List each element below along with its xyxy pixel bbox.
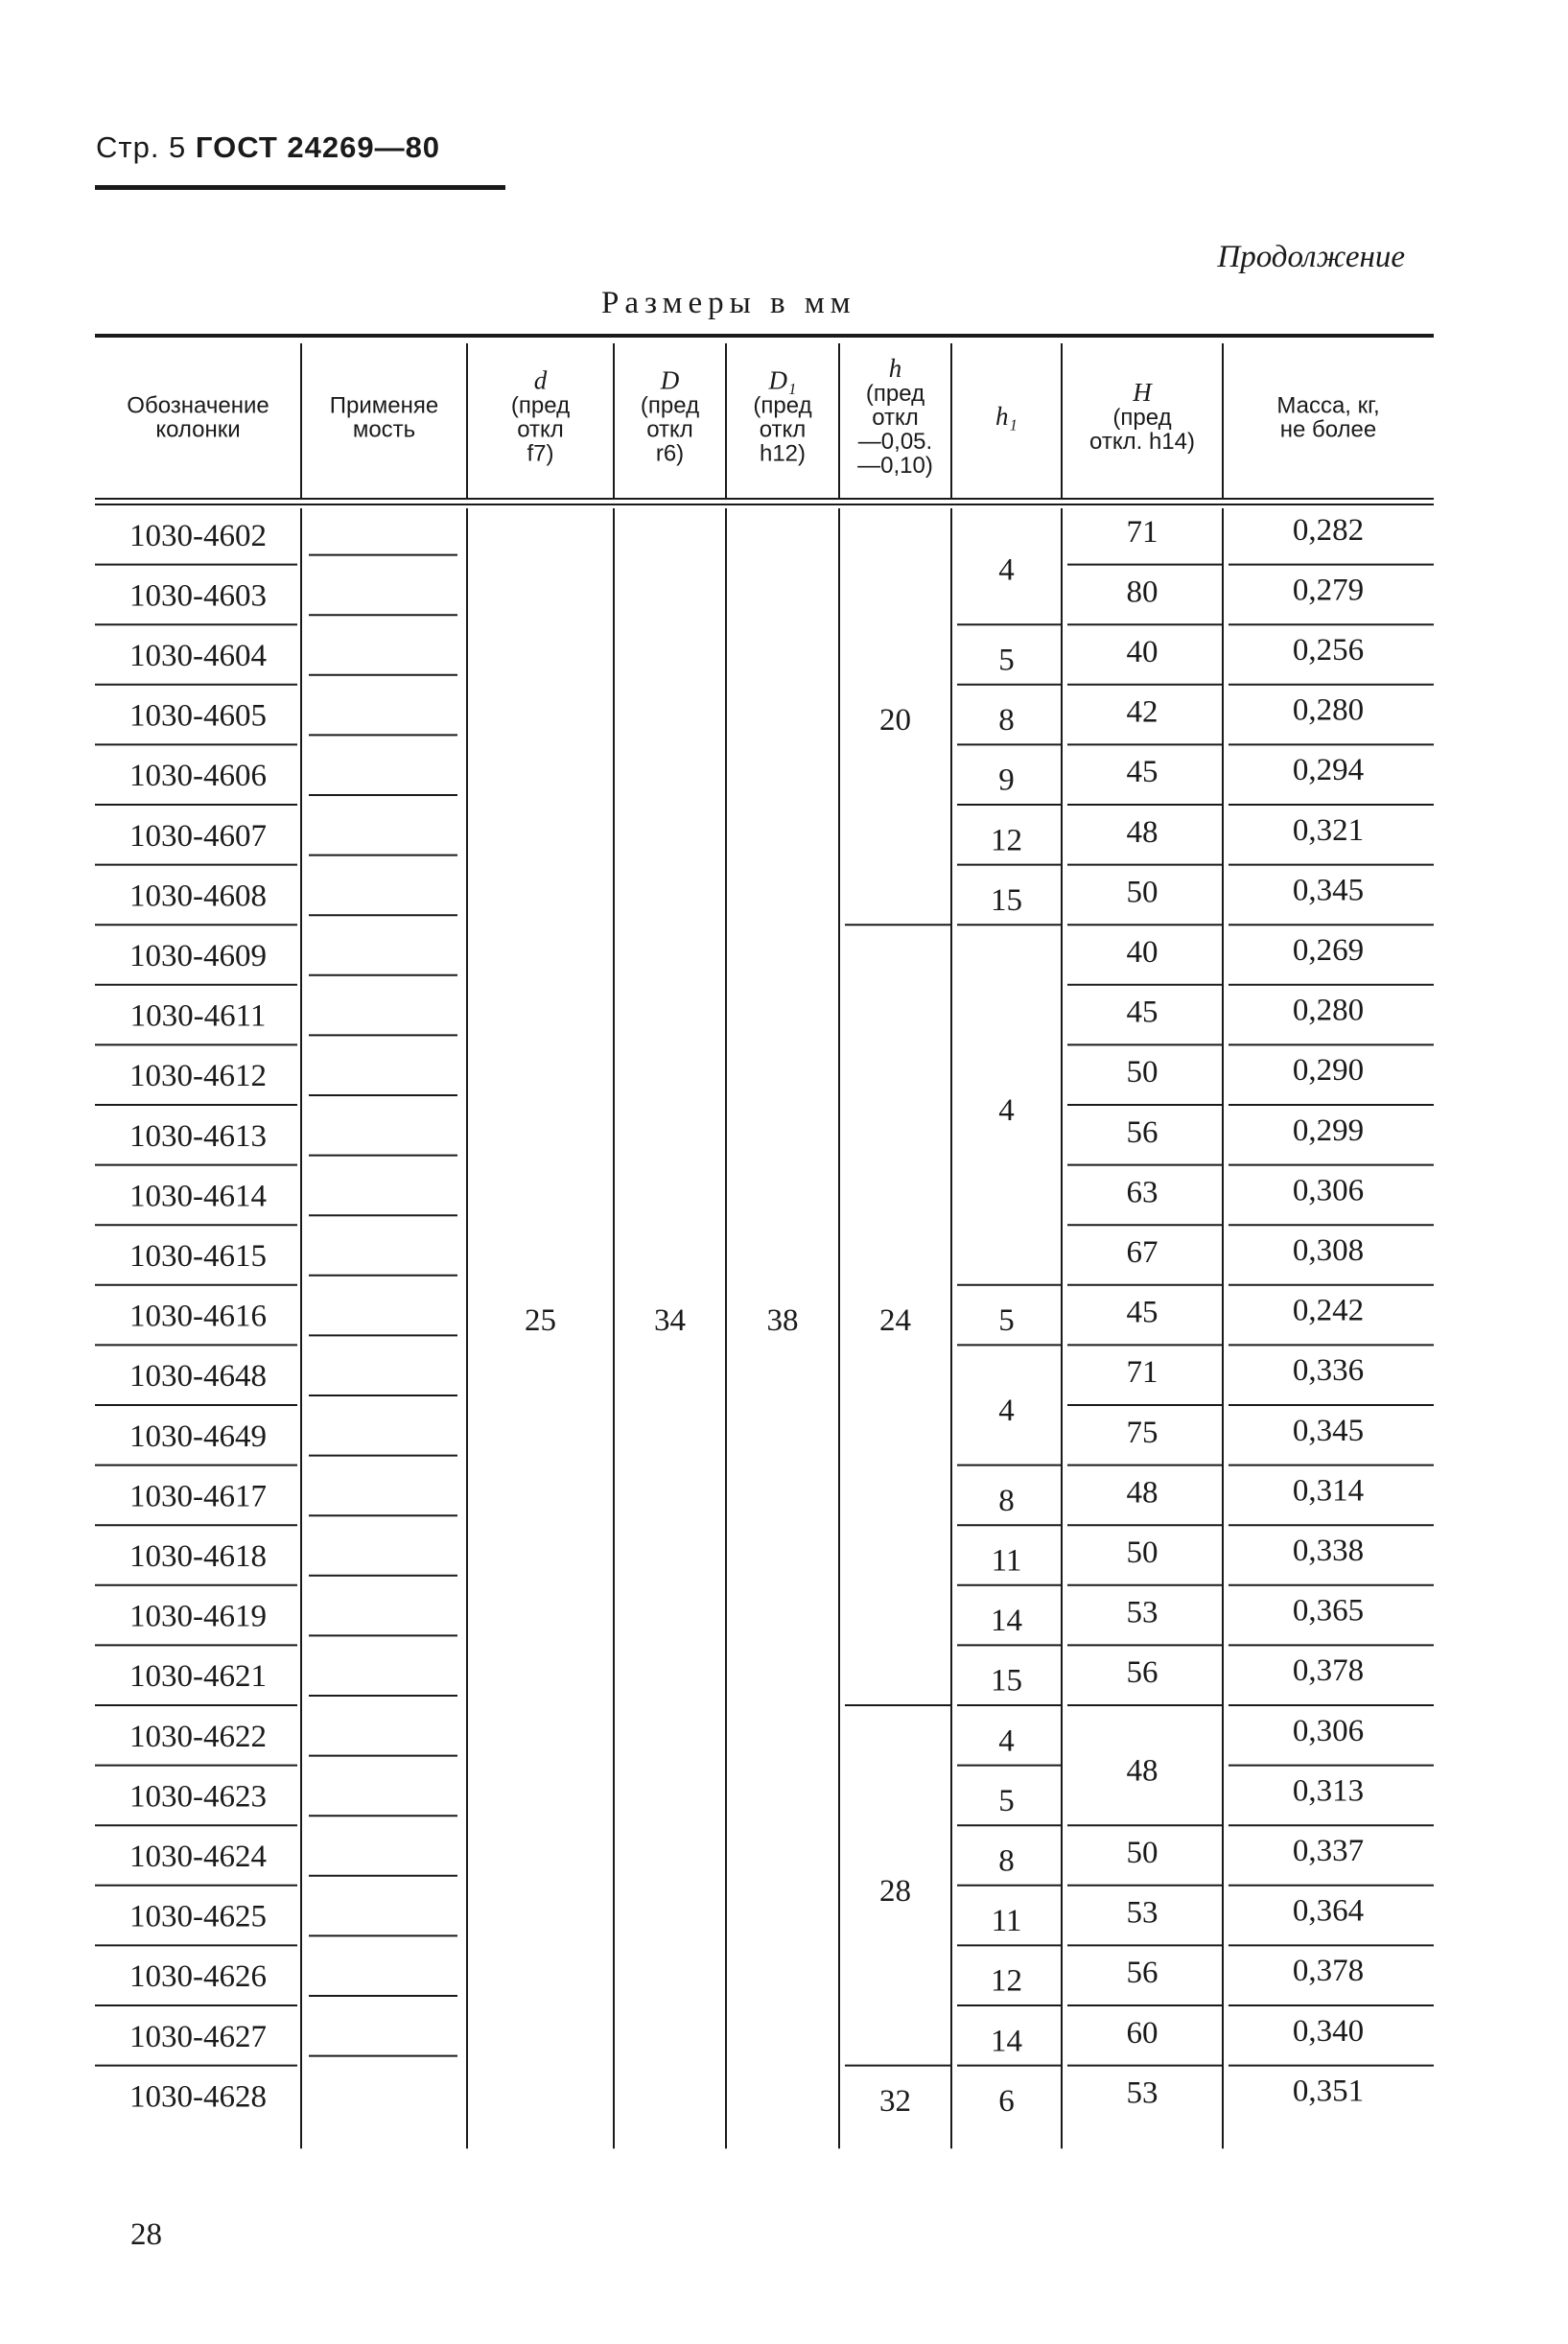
column-header-text: откл. h14): [1089, 429, 1195, 455]
H-cell: 56: [1126, 1114, 1158, 1150]
mass-cell: 0,345: [1292, 1413, 1365, 1448]
column-header-symbol: d: [533, 365, 548, 395]
column-header-text: мость: [352, 416, 416, 443]
column-header-symbol: h: [888, 354, 902, 383]
H-cell: 56: [1126, 1655, 1158, 1691]
standard-number: ГОСТ 24269—80: [195, 130, 441, 164]
designation-cell: 1030-4627: [129, 2019, 267, 2054]
mass-cell: 0,269: [1292, 933, 1365, 969]
H-cell: 45: [1126, 755, 1158, 790]
mass-cell: 0,280: [1292, 993, 1365, 1028]
designation-cell: 1030-4608: [129, 879, 267, 914]
column-header-symbol: h₁: [995, 402, 1018, 431]
h1-cell: 12: [991, 1963, 1022, 1999]
H-cell-merged: 48: [1126, 1753, 1158, 1789]
h1-cell: 11: [991, 1904, 1022, 1939]
designation-cell: 1030-4602: [129, 518, 267, 553]
designation-cell: 1030-4615: [129, 1239, 267, 1275]
h1-cell: 5: [998, 1783, 1015, 1818]
mass-cell: 0,340: [1292, 2013, 1365, 2049]
H-cell: 50: [1126, 1836, 1158, 1871]
h1-cell: 8: [998, 1843, 1015, 1879]
h-cell: 28: [879, 1873, 911, 1909]
H-cell: 40: [1126, 935, 1158, 971]
designation-cell: 1030-4613: [129, 1118, 267, 1154]
H-cell: 48: [1126, 814, 1158, 850]
column-header-text: откл: [872, 405, 919, 431]
designation-cell: 1030-4612: [129, 1059, 267, 1094]
h1-cell: 15: [991, 882, 1022, 918]
designation-cell: 1030-4605: [129, 698, 267, 734]
designation-cell: 1030-4604: [129, 639, 267, 674]
mass-cell: 0,294: [1292, 753, 1365, 788]
h1-cell: 5: [998, 1303, 1015, 1339]
continuation-label: Продолжение: [1217, 240, 1405, 274]
mass-cell: 0,313: [1292, 1773, 1365, 1809]
h1-cell: 8: [998, 1483, 1015, 1518]
mass-cell: 0,279: [1292, 573, 1365, 608]
designation-cell: 1030-4611: [129, 998, 267, 1034]
column-header-text: (пред: [510, 392, 571, 419]
mass-cell: 0,378: [1292, 1653, 1365, 1689]
designation-cell: 1030-4622: [129, 1719, 267, 1754]
H-cell: 50: [1126, 1055, 1158, 1090]
H-cell: 45: [1126, 1295, 1158, 1330]
mass-cell: 0,364: [1292, 1893, 1365, 1929]
h1-cell: 14: [991, 1604, 1022, 1639]
column-header-text: —0,05.: [857, 429, 933, 455]
column-header-text: Масса, кг,: [1276, 392, 1380, 419]
h1-cell: 4: [998, 1723, 1015, 1759]
H-cell: 71: [1126, 1355, 1158, 1391]
designation-cell: 1030-4624: [129, 1840, 267, 1875]
designation-cell: 1030-4618: [129, 1539, 267, 1575]
h1-cell: 14: [991, 2024, 1022, 2059]
h-cell: 32: [879, 2083, 911, 2119]
mass-cell: 0,290: [1292, 1053, 1365, 1089]
H-cell: 56: [1126, 1956, 1158, 1991]
h-cell: 20: [879, 703, 911, 738]
H-cell: 63: [1126, 1175, 1158, 1210]
mass-cell: 0,351: [1292, 2074, 1365, 2109]
designation-cell: 1030-4603: [129, 578, 267, 614]
mass-cell: 0,308: [1292, 1233, 1365, 1269]
H-cell: 50: [1126, 1535, 1158, 1571]
H-cell: 71: [1126, 514, 1158, 550]
designation-cell: 1030-4607: [129, 818, 267, 854]
column-header-text: не более: [1279, 416, 1377, 443]
designation-cell: 1030-4648: [129, 1359, 267, 1395]
designation-cell: 1030-4617: [129, 1479, 267, 1514]
column-header-text: откл: [759, 416, 807, 443]
designation-cell: 1030-4621: [129, 1659, 267, 1695]
column-header-text: (пред: [865, 381, 925, 407]
mass-cell: 0,337: [1292, 1834, 1365, 1869]
H-cell: 67: [1126, 1235, 1158, 1271]
mass-cell: 0,321: [1292, 812, 1365, 848]
mass-cell: 0,345: [1292, 873, 1365, 908]
designation-cell: 1030-4619: [129, 1599, 267, 1634]
column-header-text: (пред: [640, 392, 700, 419]
column-header-text: —0,10): [857, 453, 933, 479]
H-cell: 80: [1126, 574, 1158, 610]
H-cell: 42: [1126, 694, 1158, 730]
h1-cell: 4: [998, 1093, 1015, 1128]
h1-cell: 4: [998, 1394, 1015, 1428]
h-cell: 24: [879, 1303, 911, 1339]
designation-cell: 1030-4628: [129, 2079, 267, 2115]
h1-cell: 6: [998, 2083, 1015, 2119]
column-header-text: откл: [517, 416, 564, 443]
column-header-text: Обозначение: [127, 392, 269, 419]
H-cell: 60: [1126, 2015, 1158, 2051]
mass-cell: 0,306: [1292, 1713, 1365, 1748]
column-header-text: f7): [527, 440, 554, 467]
H-cell: 40: [1126, 635, 1158, 670]
mass-cell: 0,256: [1292, 633, 1365, 668]
column-header-symbol: D₁: [768, 365, 797, 395]
H-cell: 53: [1126, 1895, 1158, 1931]
designation-cell: 1030-4614: [129, 1179, 267, 1214]
mass-cell: 0,242: [1292, 1293, 1365, 1328]
mass-cell: 0,378: [1292, 1954, 1365, 1989]
column-header-text: h12): [759, 440, 807, 467]
column-header-text: (пред: [753, 392, 812, 419]
column-header-text: Применяе: [329, 392, 439, 419]
D1-cell: 38: [766, 1303, 799, 1339]
column-header-text: откл: [646, 416, 693, 443]
mass-cell: 0,282: [1292, 512, 1365, 548]
mass-cell: 0,280: [1292, 692, 1365, 728]
h1-cell: 15: [991, 1663, 1022, 1699]
H-cell: 75: [1126, 1415, 1158, 1450]
H-cell: 48: [1126, 1475, 1158, 1511]
designation-cell: 1030-4623: [129, 1779, 267, 1815]
h1-cell: 5: [998, 643, 1015, 678]
designation-cell: 1030-4626: [129, 1959, 267, 1995]
h1-cell: 9: [998, 762, 1015, 798]
H-cell: 53: [1126, 2075, 1158, 2111]
mass-cell: 0,299: [1292, 1113, 1365, 1148]
h1-cell: 8: [998, 703, 1015, 738]
mass-cell: 0,338: [1292, 1534, 1365, 1569]
units-caption: Размеры в мм: [601, 286, 856, 320]
H-cell: 53: [1126, 1595, 1158, 1630]
column-header-text: колонки: [155, 416, 241, 443]
designation-cell: 1030-4609: [129, 939, 267, 974]
mass-cell: 0,306: [1292, 1173, 1365, 1208]
column-header-text: r6): [655, 440, 685, 467]
h1-cell: 4: [998, 552, 1015, 588]
mass-cell: 0,365: [1292, 1593, 1365, 1629]
mass-cell: 0,336: [1292, 1353, 1365, 1389]
H-cell: 50: [1126, 875, 1158, 910]
H-cell: 45: [1126, 995, 1158, 1030]
column-header-symbol: D: [660, 365, 680, 395]
designation-cell: 1030-4625: [129, 1899, 267, 1934]
designation-cell: 1030-4616: [129, 1299, 267, 1334]
h1-cell: 12: [991, 823, 1022, 858]
designation-cell: 1030-4649: [129, 1418, 267, 1454]
h1-cell: 11: [991, 1543, 1022, 1579]
mass-cell: 0,314: [1292, 1473, 1365, 1509]
column-header-text: (пред: [1112, 405, 1172, 431]
d-cell: 25: [525, 1303, 556, 1339]
page-label: Стр. 5: [96, 130, 187, 164]
D-cell: 34: [654, 1303, 686, 1339]
page-number: 28: [130, 2217, 162, 2252]
designation-cell: 1030-4606: [129, 759, 267, 794]
column-header-symbol: H: [1133, 378, 1152, 407]
